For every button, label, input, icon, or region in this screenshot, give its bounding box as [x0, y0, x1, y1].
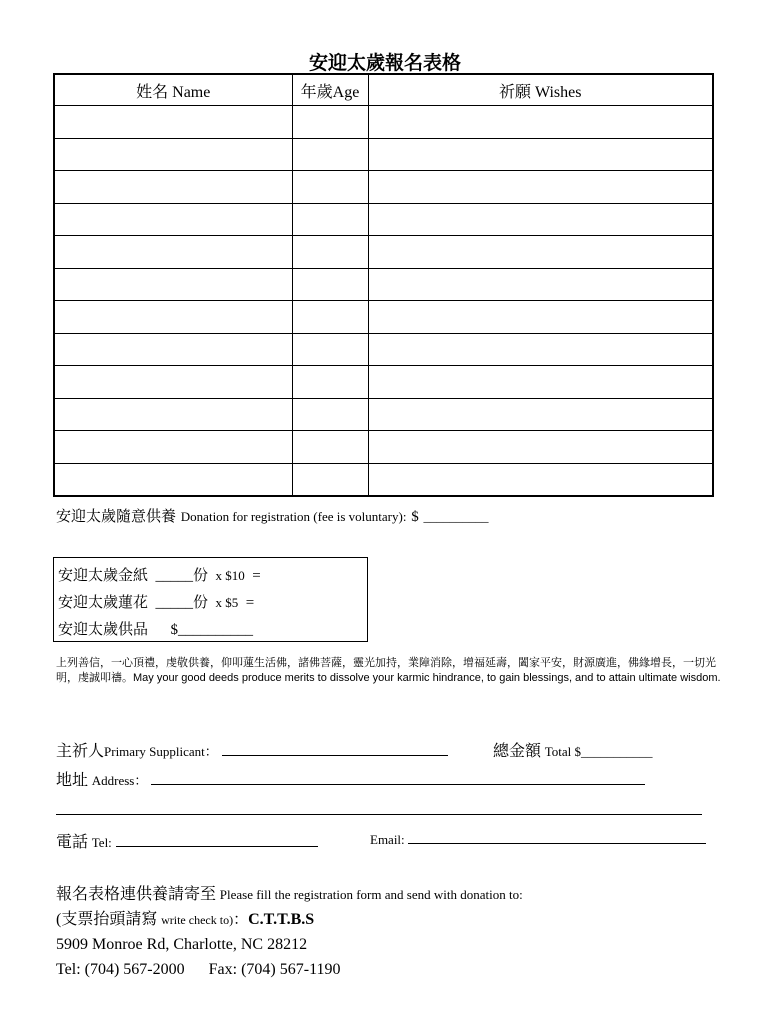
name-cell[interactable] — [54, 203, 292, 236]
table-row — [54, 333, 713, 366]
supplicant-label-cn: 主祈人 — [56, 743, 105, 760]
name-cell[interactable] — [54, 301, 292, 334]
age-cell[interactable] — [292, 301, 368, 334]
mail-address: 5909 Monroe Rd, Charlotte, NC 28212 — [56, 936, 308, 953]
donation-amount-field[interactable]: __________ — [423, 509, 489, 524]
name-cell[interactable] — [54, 366, 292, 399]
table-row — [54, 268, 713, 301]
form-title: 安迎太歲報名表格 — [308, 52, 461, 74]
tel-field[interactable] — [116, 832, 318, 847]
offering-lotus-qty-field[interactable]: _____份 — [155, 595, 209, 611]
wishes-cell[interactable] — [368, 268, 713, 301]
name-cell[interactable] — [54, 138, 292, 171]
column-header-age: 年歲Age — [292, 74, 368, 106]
check-payee: C.T.T.B.S — [248, 911, 315, 928]
offering-gold-paper: 安迎太歲金紙 _____份 x $10 = — [58, 568, 261, 584]
age-cell[interactable] — [292, 398, 368, 431]
table-row — [54, 236, 713, 269]
table-row — [54, 463, 713, 496]
address-label-en: Address： — [91, 773, 148, 788]
name-cell[interactable] — [54, 171, 292, 204]
send-label-en: Please fill the registration form and send with donation to: — [219, 887, 523, 902]
donation-line — [56, 505, 489, 526]
address-label-cn: 地址 — [56, 772, 89, 789]
total-line — [493, 738, 653, 761]
supplicant-field[interactable] — [222, 741, 448, 756]
address-field-line-2[interactable] — [56, 814, 702, 815]
wishes-cell[interactable] — [368, 301, 713, 334]
donation-label-en: Donation for registration (fee is voluntary): — [180, 509, 407, 524]
contact-line — [56, 961, 340, 979]
age-cell[interactable] — [292, 106, 368, 139]
check-payee-line — [56, 906, 314, 929]
tel-label-cn: 電話 — [56, 834, 89, 851]
offering-items-amount-field[interactable]: $__________ — [170, 622, 254, 638]
column-header-wishes: 祈願 Wishes — [368, 74, 713, 106]
age-cell[interactable] — [292, 366, 368, 399]
name-cell[interactable] — [54, 236, 292, 269]
table-row — [54, 366, 713, 399]
check-label-en: write check to) — [161, 913, 234, 927]
supplicant-line — [56, 738, 448, 761]
check-label-cn: (支票抬頭請寫 — [56, 911, 158, 928]
donation-label-cn: 安迎太歲隨意供養 — [56, 507, 177, 525]
offering-gold-paper-qty-field[interactable]: _____份 — [155, 568, 209, 584]
wishes-cell[interactable] — [368, 463, 713, 496]
total-label-cn: 總金額 — [493, 743, 542, 760]
email-label: Email: — [370, 832, 405, 847]
offering-lotus: 安迎太歲蓮花 _____份 x $5 = — [58, 595, 255, 611]
age-cell[interactable] — [292, 463, 368, 496]
address-field[interactable] — [151, 770, 645, 785]
address-line — [56, 767, 645, 790]
total-label-en: Total $ — [544, 744, 582, 759]
donation-currency: $ — [411, 509, 419, 525]
name-cell[interactable] — [54, 431, 292, 464]
wishes-cell[interactable] — [368, 106, 713, 139]
supplicant-label-en: Primary Supplicant： — [104, 744, 218, 759]
age-cell[interactable] — [292, 236, 368, 269]
table-header-row — [54, 74, 713, 106]
email-field[interactable] — [408, 829, 706, 844]
column-header-name: 姓名 Name — [54, 74, 292, 106]
age-cell[interactable] — [292, 171, 368, 204]
wishes-cell[interactable] — [368, 333, 713, 366]
wishes-cell[interactable] — [368, 366, 713, 399]
table-row — [54, 171, 713, 204]
email-line — [370, 829, 706, 849]
name-cell[interactable] — [54, 268, 292, 301]
wishes-cell[interactable] — [368, 431, 713, 464]
send-label-cn: 報名表格連供養請寄至 — [56, 886, 217, 903]
check-separator: ： — [233, 912, 249, 928]
table-row — [54, 203, 713, 236]
wishes-cell[interactable] — [368, 138, 713, 171]
tel-label-en: Tel: — [91, 835, 112, 850]
name-cell[interactable] — [54, 106, 292, 139]
wishes-cell[interactable] — [368, 203, 713, 236]
age-cell[interactable] — [292, 431, 368, 464]
age-cell[interactable] — [292, 203, 368, 236]
tel-line — [56, 829, 318, 852]
registration-table — [53, 73, 714, 497]
table-row — [54, 431, 713, 464]
offerings-box — [53, 557, 368, 642]
wishes-cell[interactable] — [368, 398, 713, 431]
wishes-cell[interactable] — [368, 171, 713, 204]
age-cell[interactable] — [292, 268, 368, 301]
send-instruction-line — [56, 881, 523, 904]
name-cell[interactable] — [54, 463, 292, 496]
age-cell[interactable] — [292, 333, 368, 366]
table-row — [54, 106, 713, 139]
wishes-cell[interactable] — [368, 236, 713, 269]
total-amount-field[interactable]: ___________ — [581, 744, 653, 759]
name-cell[interactable] — [54, 398, 292, 431]
phone-number: Tel: (704) 567-2000 — [56, 961, 185, 978]
blessing-text: 上列善信，一心頂禮，虔敬供養，仰叩蓮生活佛，諸佛菩薩，靈光加持，業障消除，增福延壽，闔家平安，財源廣進，佛緣增長，一切光明，虔誠叩禱。May your good deeds produce merits to dissolve your karmic hindrance, to gain blessings, and to attain ultimate wisdom. — [56, 657, 721, 684]
table-row — [54, 398, 713, 431]
offering-items: 安迎太歲供品 $__________ — [58, 622, 254, 638]
fax-number: Fax: (704) 567-1190 — [208, 961, 341, 978]
table-row — [54, 138, 713, 171]
age-cell[interactable] — [292, 138, 368, 171]
table-row — [54, 301, 713, 334]
name-cell[interactable] — [54, 333, 292, 366]
